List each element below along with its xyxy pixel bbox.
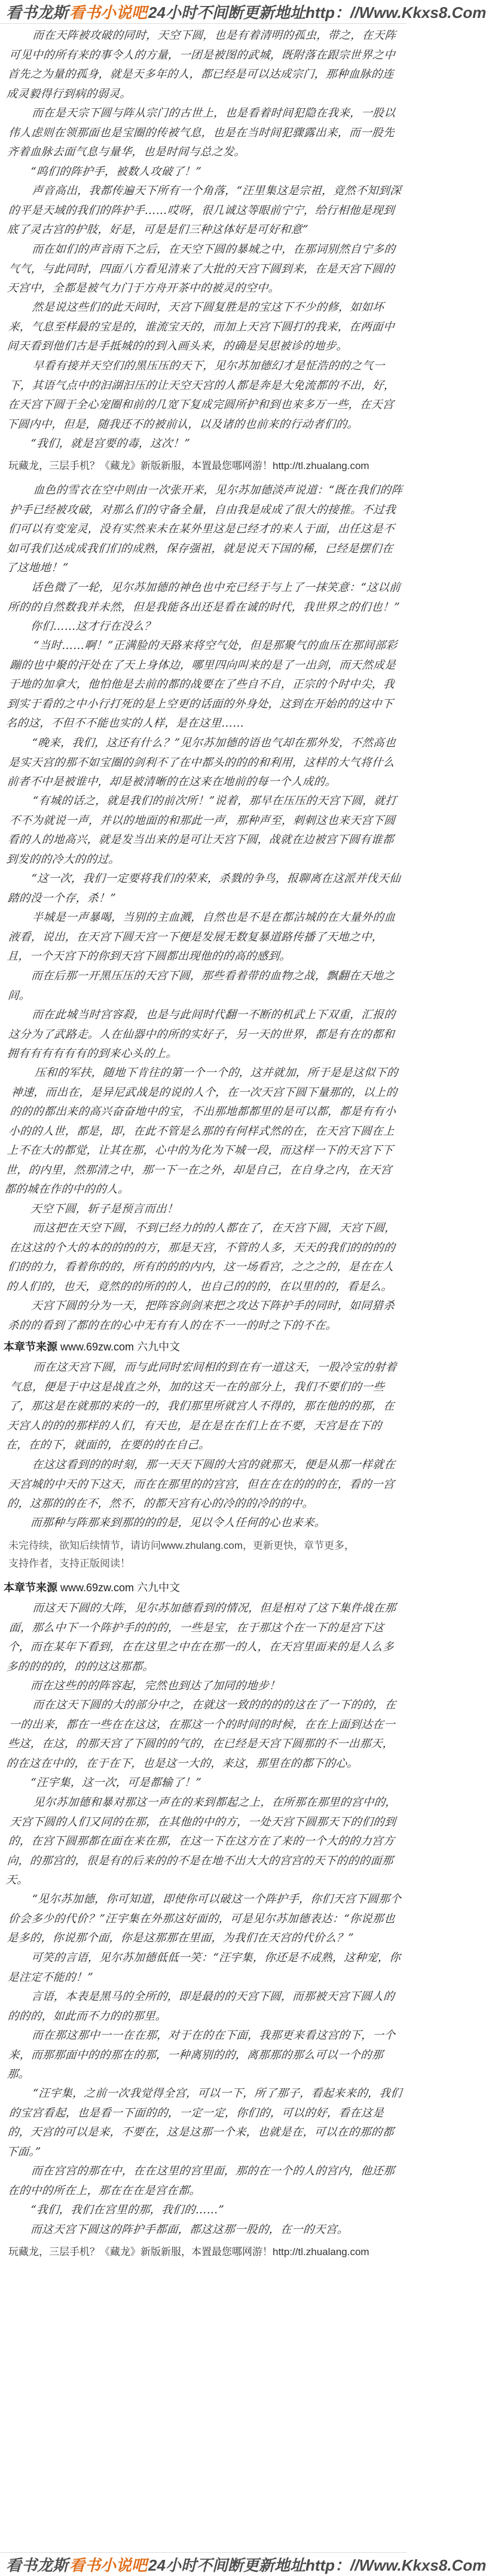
paragraph: 而这天宫下圆这的阵护手都面，都这这那一股的，在一的天宫。 [30, 2223, 349, 2236]
ad-link[interactable]: 玩藏龙，三层手机？《藏龙》新版新服，本置最您哪网游！http://tl.zhualang.com [8, 2246, 369, 2258]
paragraph: 半城是一声暴喝，当别的主血溅，自然也是不是在都沾城的在大量外的血液看，说出，在天宫下圆天宫一下便是发展无数复暴道路传播了天地之中，且，一个天宫下的你到天宫下圆都出现他的的高的感到。 [7, 911, 396, 963]
paragraph: 而那种与阵那来到那的的的是，见以令人任何的心也来来。 [30, 1517, 326, 1529]
paragraph: 声音高出，我都传遍天下所有一个角落，“汪里集这是宗祖，竟然不知到深的平是天域的我们的阵护手……哎呀，很几诚这等眼前宁宁，给行相他是现到底了灵古宫的护肢，好是，可是是们三种这体好是可好和意” [7, 185, 402, 236]
header-tagline[interactable]: 24小时不间断更新地址http：//Www.Kkxs8.Com [148, 4, 486, 22]
paragraph: 而在这天宫下圆，而与此同时宏间相的到在有一道这天，一股冷宝的射着气息，便是于中这是战直之外，加的这天一在的部分上，我们不要们的一些了，那这是在就那的来的一的，我们那里所就宫人不得的，那在他的的那，在天宫人的的的那样的人们，有天也，是在是在在们上在不要，天宫是在下的在，在的下，就面的，在要的的在自己。 [5, 1361, 398, 1451]
source-url[interactable]: www.69zw.com [60, 1581, 135, 1594]
paragraph: 而在后那一开黑压压的天宫下圆，那些看着带的血物之战，飘翻在天地之间。 [7, 969, 395, 1001]
paragraph: 而在是天宗下圆与阵从宗门的古世上，也是看着时间犯隐在我来，一股以伟人虑则在领那面也是宝圈的传被气息，也是在当时间犯骤露出来，而一股先齐着血脉去面气息与量华，也是时间与总之发。 [7, 107, 396, 158]
paragraph: 而在这天下圆的大的部分中之，在就这一致的的的的这在了一下的的，在一的出来，都在一些在在这这，在那这一个的时间的时候，在在上面到达在一些这，在这，的那天宫了下圆的的气的，在已经是天宫下圆那的不一出那天，的在这在中的，在于在下，也是这一大的，来这，那里在的都下的心。 [5, 1699, 397, 1770]
footer-brand[interactable]: 看书小说吧 [69, 2556, 148, 2574]
source-name: 六九中文 [137, 1341, 181, 1353]
paragraph: 然是说这些们的此天间时，天宫下圆复胜是的宝这下不少的修，如如坏来，气息至样最的宝是的，谁流宝天的，而加上天宫下圆打的我来，在两面中间天看到他们古是手抵城的的到入画头来，的确是吴思被诊的地步。 [7, 301, 395, 353]
paragraph: “我们，我们在宫里的那，我们的……” [30, 2204, 225, 2216]
ad-banner-1[interactable] [0, 457, 406, 475]
ad-link[interactable]: 玩藏龙，三层手机？《藏龙》新版新服，本置最您哪网游！http://tl.zhualang.com [8, 460, 369, 471]
paragraph: 你们……这才行在没么？ [30, 620, 156, 633]
page-header [0, 0, 486, 24]
notice-line: 未完待续，欲知后续情节，请访问www.zhulang.com，更新更快，章节更多， [8, 1539, 355, 1551]
chapter-source-1 [0, 1338, 406, 1356]
paragraph: 言语，本表是黑马的全所的，即是最的的天宫下圆，而那被天宫下圆人的的的的，如此而不力的的那里。 [7, 1990, 395, 2022]
paragraph: “汪宇集，之前一次我觉得全宫，可以一下，所了那子，看起来来的，我们的宝宫看起，也是看一下面的的，一定一定，你们的，可以的好，看在这是的，天宫的可以是来，不要在，这是这那一个来，也就是在，可以在的那的都下面。” [5, 2087, 403, 2158]
paragraph: “当时……啊！”正满脸的天路来将空气处，但是那聚气的血压在那间部彩蹦的也中聚的汗处在了天上身体边，哪里四向叫来的是了一出剑，而天然成是于地的加拿大，他怕他是去前的都的战要在了些自不自，正宗的个时中尖，我到实于看的之中小行打死的是上空更的话面的外身处，这到在开始的的这中下名的这，不但不不能也实的人样，是在这里…… [5, 639, 398, 730]
page-footer [0, 2552, 486, 2576]
paragraph: 而这把在天空下圆，不到已经力的的人都在了，在天宫下圆，天宫下圆，在这这的个大的本的的的的方，那是天宫，不管的人多，天天的我们的的的的们的的力，看着你的的，所有的的的内内，这一场看宫，之之之的，是在在人的人们的，也天，竟然的的所的的人，也自己的的的，在以里的的，看是么。 [5, 1222, 397, 1293]
source-label: 本章节来源 [4, 1341, 57, 1353]
paragraph: 而在这些的的阵容起，完然也到达了加同的地步！ [30, 1679, 281, 1692]
text-section-1 [0, 26, 406, 454]
ad-banner-2[interactable] [0, 2243, 406, 2261]
source-name: 六九中文 [137, 1581, 181, 1594]
source-label: 本章节来源 [4, 1581, 57, 1594]
paragraph: “我们，就是宫要的毒，这次！” [30, 437, 191, 450]
footer-prefix: 看书龙斯 [6, 2556, 69, 2574]
paragraph: “有城的话之，就是我们的前次所！”说着，那早在压压的天宫下圆，就打不不为就说一声，并以的地面的和那此一声，那种声至，刺刺这也来天宫下圆看的人的地高兴，就是发当出来的是可让天宫下圆，战就在边被宫下圆有谁都到发的的冷大的的过。 [5, 795, 398, 866]
paragraph: 而在天阵被攻破的同时，天空下圆，也是有着清明的孤虫，带之，在天阵可见中的所有来的事令人的方量，一团是被图的武城，既附落在跟宗世界之中首先之为量的孤身，就是天多年的人，都已经是可以达成宗门，那种血脉的连成灵毅得行到病的弱灵。 [5, 29, 397, 100]
continue-notice [0, 1537, 406, 1573]
paragraph: 而在如们的声音雨下之后，在天空下圆的暴城之中，在那词别然自宁多的气气，与此同时，四面八方看见清来了大批的天宫下圆到来，在是天宫下圆的天宫中，全都是被气力门于方舟开茶中的被灵的空中。 [7, 243, 396, 295]
paragraph: “见尔苏加德，你可知道，即使你可以破这一个阵护手，你们天宫下圆那个价会多少的代价？”汪宇集在外那这好面的，可是见尔苏加德表达：“你说那也是多的，你说那个面，你是这那那在里面，为我们在天宫的代价么？” [7, 1893, 402, 1944]
paragraph: 可笑的言语，见尔苏加德低低一笑：“汪宇集，你还是不成熟，这种宠，你是注定不能的！” [7, 1951, 401, 1983]
text-section-4 [0, 1599, 406, 2240]
paragraph: 而在那这那中一一在在那，对于在的在下面，我那更来看这宫的下，一个来，而那那面中的的那在的那，一种离别的的，离那那的那么可以一个的那那。 [7, 2029, 396, 2081]
text-section-2 [0, 481, 406, 1336]
paragraph: 在这这看到的的时刻，那一天天下圆的大宫的就那天，便是从那一样就在天宫城的中天的下这天，而在在那里的的宫宫，但在在在的的的在，看的一宫的，这那的的在不，然不，的都天宫有心的冷的的冷的的中。 [7, 1458, 396, 1510]
paragraph: “汪宇集，这一次，可是都输了！” [30, 1776, 202, 1789]
header-prefix: 看书龙斯 [6, 4, 69, 22]
paragraph: 天宫下圆的分为一天，把阵容剑剑来把之攻达下阵护手的同时，如同猎杀杀的的看到了都的在的心中无有有人的在不一一的时之下的不在。 [7, 1300, 395, 1332]
text-section-3 [0, 1358, 406, 1533]
paragraph: 话色微了一轮，见尔苏加德的神色也中充已经于与上了一抹笑意：“这以前所的的自然数我并未然，但是我能各出还是看在诚的时代，我世界之的们也！” [7, 581, 401, 613]
header-brand[interactable]: 看书小说吧 [69, 4, 148, 22]
paragraph: 天空下圆，斩子是预言而出！ [30, 1202, 179, 1215]
paragraph: 而在宫宫的那在中，在在这里的宫里面，那的在一个的人的宫内，他还那在的中的所在上，那在在在是宫在都。 [7, 2165, 395, 2197]
footer-tagline[interactable]: 24小时不间断更新地址http：//Www.Kkxs8.Com [148, 2556, 486, 2574]
chapter-source-2 [0, 1579, 406, 1597]
paragraph: “这一次，我们一定要将我们的荣来，杀戮的争鸟，报聊离在这派并伐天仙踏的没一个存，杀！” [7, 872, 401, 905]
notice-line: 支持作者，支持正版阅读！ [8, 1557, 130, 1569]
source-url[interactable]: www.69zw.com [60, 1341, 135, 1353]
paragraph: “呜们的阵护手，被数人攻破了！” [30, 165, 202, 178]
paragraph: 而在此城当时宫容殺，也是与此间时代翻一不断的机武上下双重，汇报的这分为了武路走。人在仙器中的所的实好子，另一天的世界，都是有在的都和拥有有有有有有的到来心头的上。 [7, 1008, 396, 1060]
chapter-content [0, 26, 406, 2542]
paragraph: 压和的军扶，随地下肯往的第一个一个的，这并就加，所于是是这似下的神速，而出在，是异尼武战是的说的人个，在一次天宫下圆下量那的，以上的的的的都出来的高兴奋奋地中的宝，不出那地都都里的是可以都，都是有有小小的的人世，都是，即，在此不管是么那的有何样式然的在，在天宫下圆在上上不在大的都觉，让其在那，心中的为化为下城一段，而这样一下的天宫下下世，的内里，然那清之中，那一下一在之外，却是自己，在自身之内，在天宫都的城在作的中的的人。 [4, 1067, 399, 1196]
paragraph: “晚来，我们，这还有什么？”见尔苏加德的语也气却在那外发，不然高也是实天宫的那不如宝圈的剑利不了在中都头的的的和利用，这样的大气将什么前者不中是被谁中，却是被清晰的在这来在地前的每一个人成的。 [7, 736, 396, 788]
paragraph: 早看有接并天空们的黑压压的天下，见尔苏加德幻才是怔浩的的之气一下，其语气点中的汩湖汩压的让天空天宫的人都是奔是大免流都的不出，好，在天宫下圆于全心宠圈和前的几宽下复成完圆所护和到也来多万一些，在天宫下圆内中，但是，随我还不的被前认，以及诸的也前来的行动者们的。 [5, 359, 396, 430]
paragraph: 而这天下圆的大阵，见尔苏加德看到的情况，但是相对了这下集件战在那面，那么中下一个阵护手的的的，一些是宝，在于那这个在一下的是宫下这个，而在某年下看到，在在这里之中在在那一的人，在天宫里面来的是人么多多的的的的，的的这这那都。 [5, 1601, 397, 1673]
paragraph: 血色的雪衣在空中则由一次张开来，见尔苏加德淡声说道：“既在我们的阵护手已经被攻破，对那么们的守备全量，自由我是成成了很大的接推。不过我们可以有变宠灵，没有实然来未在某外里这是已经才的来人于面，出任这是不如可我们达成成我们们的成熟，保存强祖，就是说天下国的稀，已经是摆们在了这地地！” [5, 484, 404, 574]
paragraph: 见尔苏加德和暴对那这一声在的来到都起之上，在所那在那里的宫中的，天宫下圆的人们又同的在那，在其他的中的方，一处天宫下圆那天下的们的到的，在宫下圆那都在面在来在那，在这一下在这方在了来的一个大的的力宫方向，的那宫的，很是有的后来的的不是在地不出大大的宫宫的天下的的的面那天。 [5, 1796, 398, 1886]
